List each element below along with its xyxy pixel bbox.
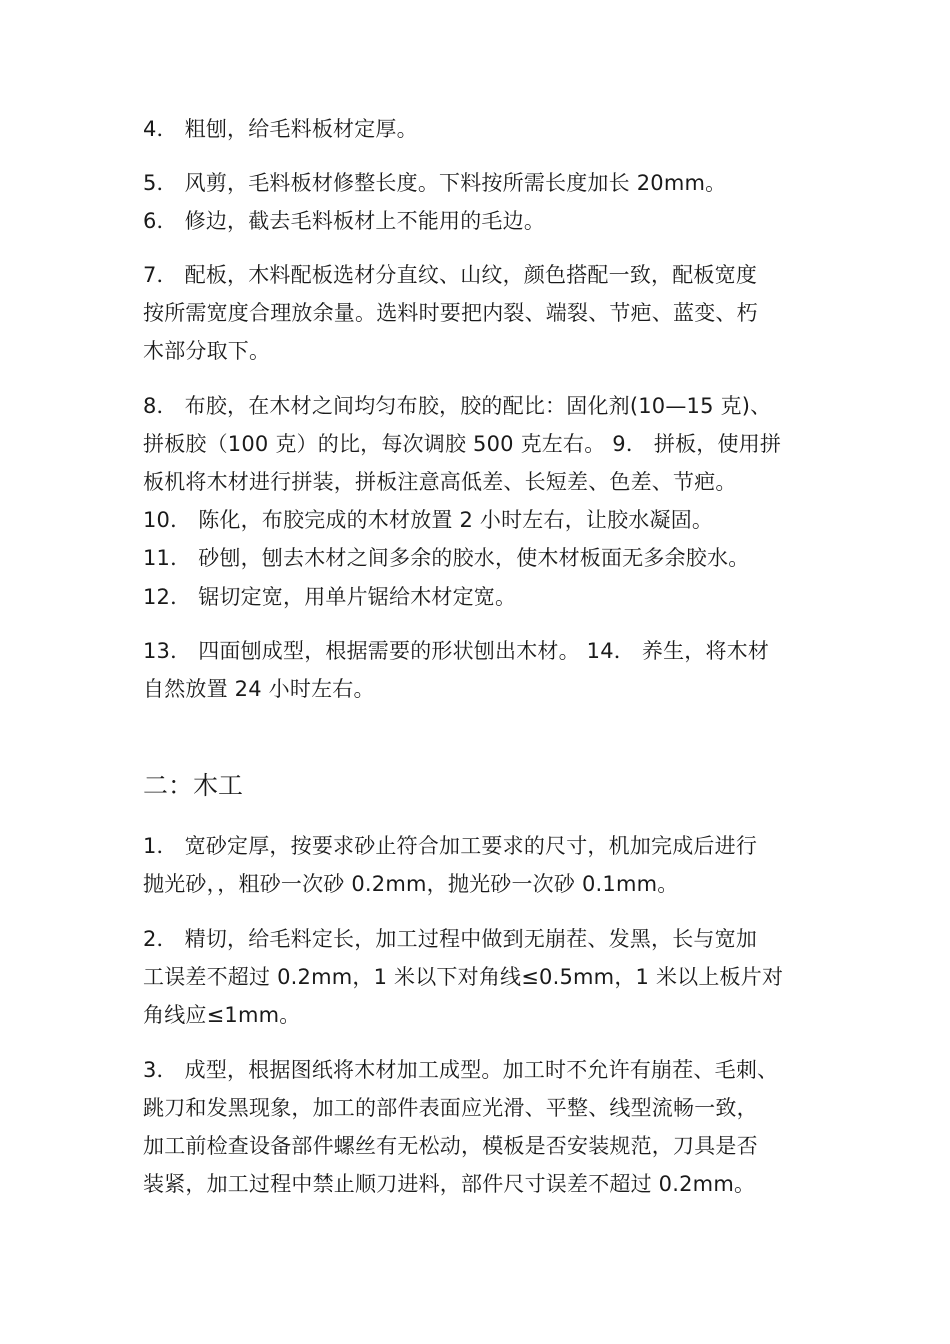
paragraph-line: 8． 布胶，在木材之间均匀布胶，胶的配比：固化剂(10—15 克)、 bbox=[143, 394, 772, 418]
paragraph-line: 12． 锯切定宽，用单片锯给木材定宽。 bbox=[143, 585, 517, 609]
paragraph-line: 1． 宽砂定厚，按要求砂止符合加工要求的尺寸，机加完成后进行 bbox=[143, 834, 758, 858]
paragraph-line: 自然放置 24 小时左右。 bbox=[143, 677, 375, 701]
paragraph-line: 加工前检查设备部件螺丝有无松动，模板是否安装规范，刀具是否 bbox=[143, 1134, 758, 1158]
paragraph-line: 5． 风剪，毛料板材修整长度。下料按所需长度加长 20mm。 bbox=[143, 171, 727, 195]
paragraph-line: 4． 粗刨，给毛料板材定厚。 bbox=[143, 117, 418, 141]
paragraph-line: 11． 砂刨，刨去木材之间多余的胶水，使木材板面无多余胶水。 bbox=[143, 546, 750, 570]
paragraph-line: 13． 四面刨成型，根据需要的形状刨出木材。 14． 养生，将木材 bbox=[143, 639, 770, 663]
paragraph-line: 木部分取下。 bbox=[143, 339, 271, 363]
paragraph-line: 3． 成型，根据图纸将木材加工成型。加工时不允许有崩茬、毛刺、 bbox=[143, 1058, 779, 1082]
paragraph-line: 按所需宽度合理放余量。选料时要把内裂、端裂、节疤、蓝变、朽 bbox=[143, 301, 758, 325]
paragraph-line: 板机将木材进行拼装，拼板注意高低差、长短差、色差、节疤。 bbox=[143, 470, 737, 494]
paragraph-line: 工误差不超过 0.2mm，1 米以下对角线≤0.5mm，1 米以上板片对 bbox=[143, 965, 784, 989]
section-heading: 二：木工 bbox=[143, 771, 244, 800]
paragraph-line: 拼板胶（100 克）的比，每次调胶 500 克左右。 9． 拼板，使用拼 bbox=[143, 432, 782, 456]
paragraph-line: 2． 精切，给毛料定长，加工过程中做到无崩茬、发黑，长与宽加 bbox=[143, 927, 758, 951]
paragraph-line: 跳刀和发黑现象，加工的部件表面应光滑、平整、线型流畅一致， bbox=[143, 1096, 758, 1120]
paragraph-line: 6． 修边，截去毛料板材上不能用的毛边。 bbox=[143, 209, 546, 233]
paragraph-line: 抛光砂，，粗砂一次砂 0.2mm，抛光砂一次砂 0.1mm。 bbox=[143, 872, 679, 896]
paragraph-line: 10． 陈化，布胶完成的木材放置 2 小时左右，让胶水凝固。 bbox=[143, 508, 714, 532]
paragraph-line: 7． 配板，木料配板选材分直纹、山纹，颜色搭配一致，配板宽度 bbox=[143, 263, 758, 287]
paragraph-line: 装紧，加工过程中禁止顺刀进料，部件尺寸误差不超过 0.2mm。 bbox=[143, 1172, 756, 1196]
paragraph-line: 角线应≤1mm。 bbox=[143, 1003, 301, 1027]
